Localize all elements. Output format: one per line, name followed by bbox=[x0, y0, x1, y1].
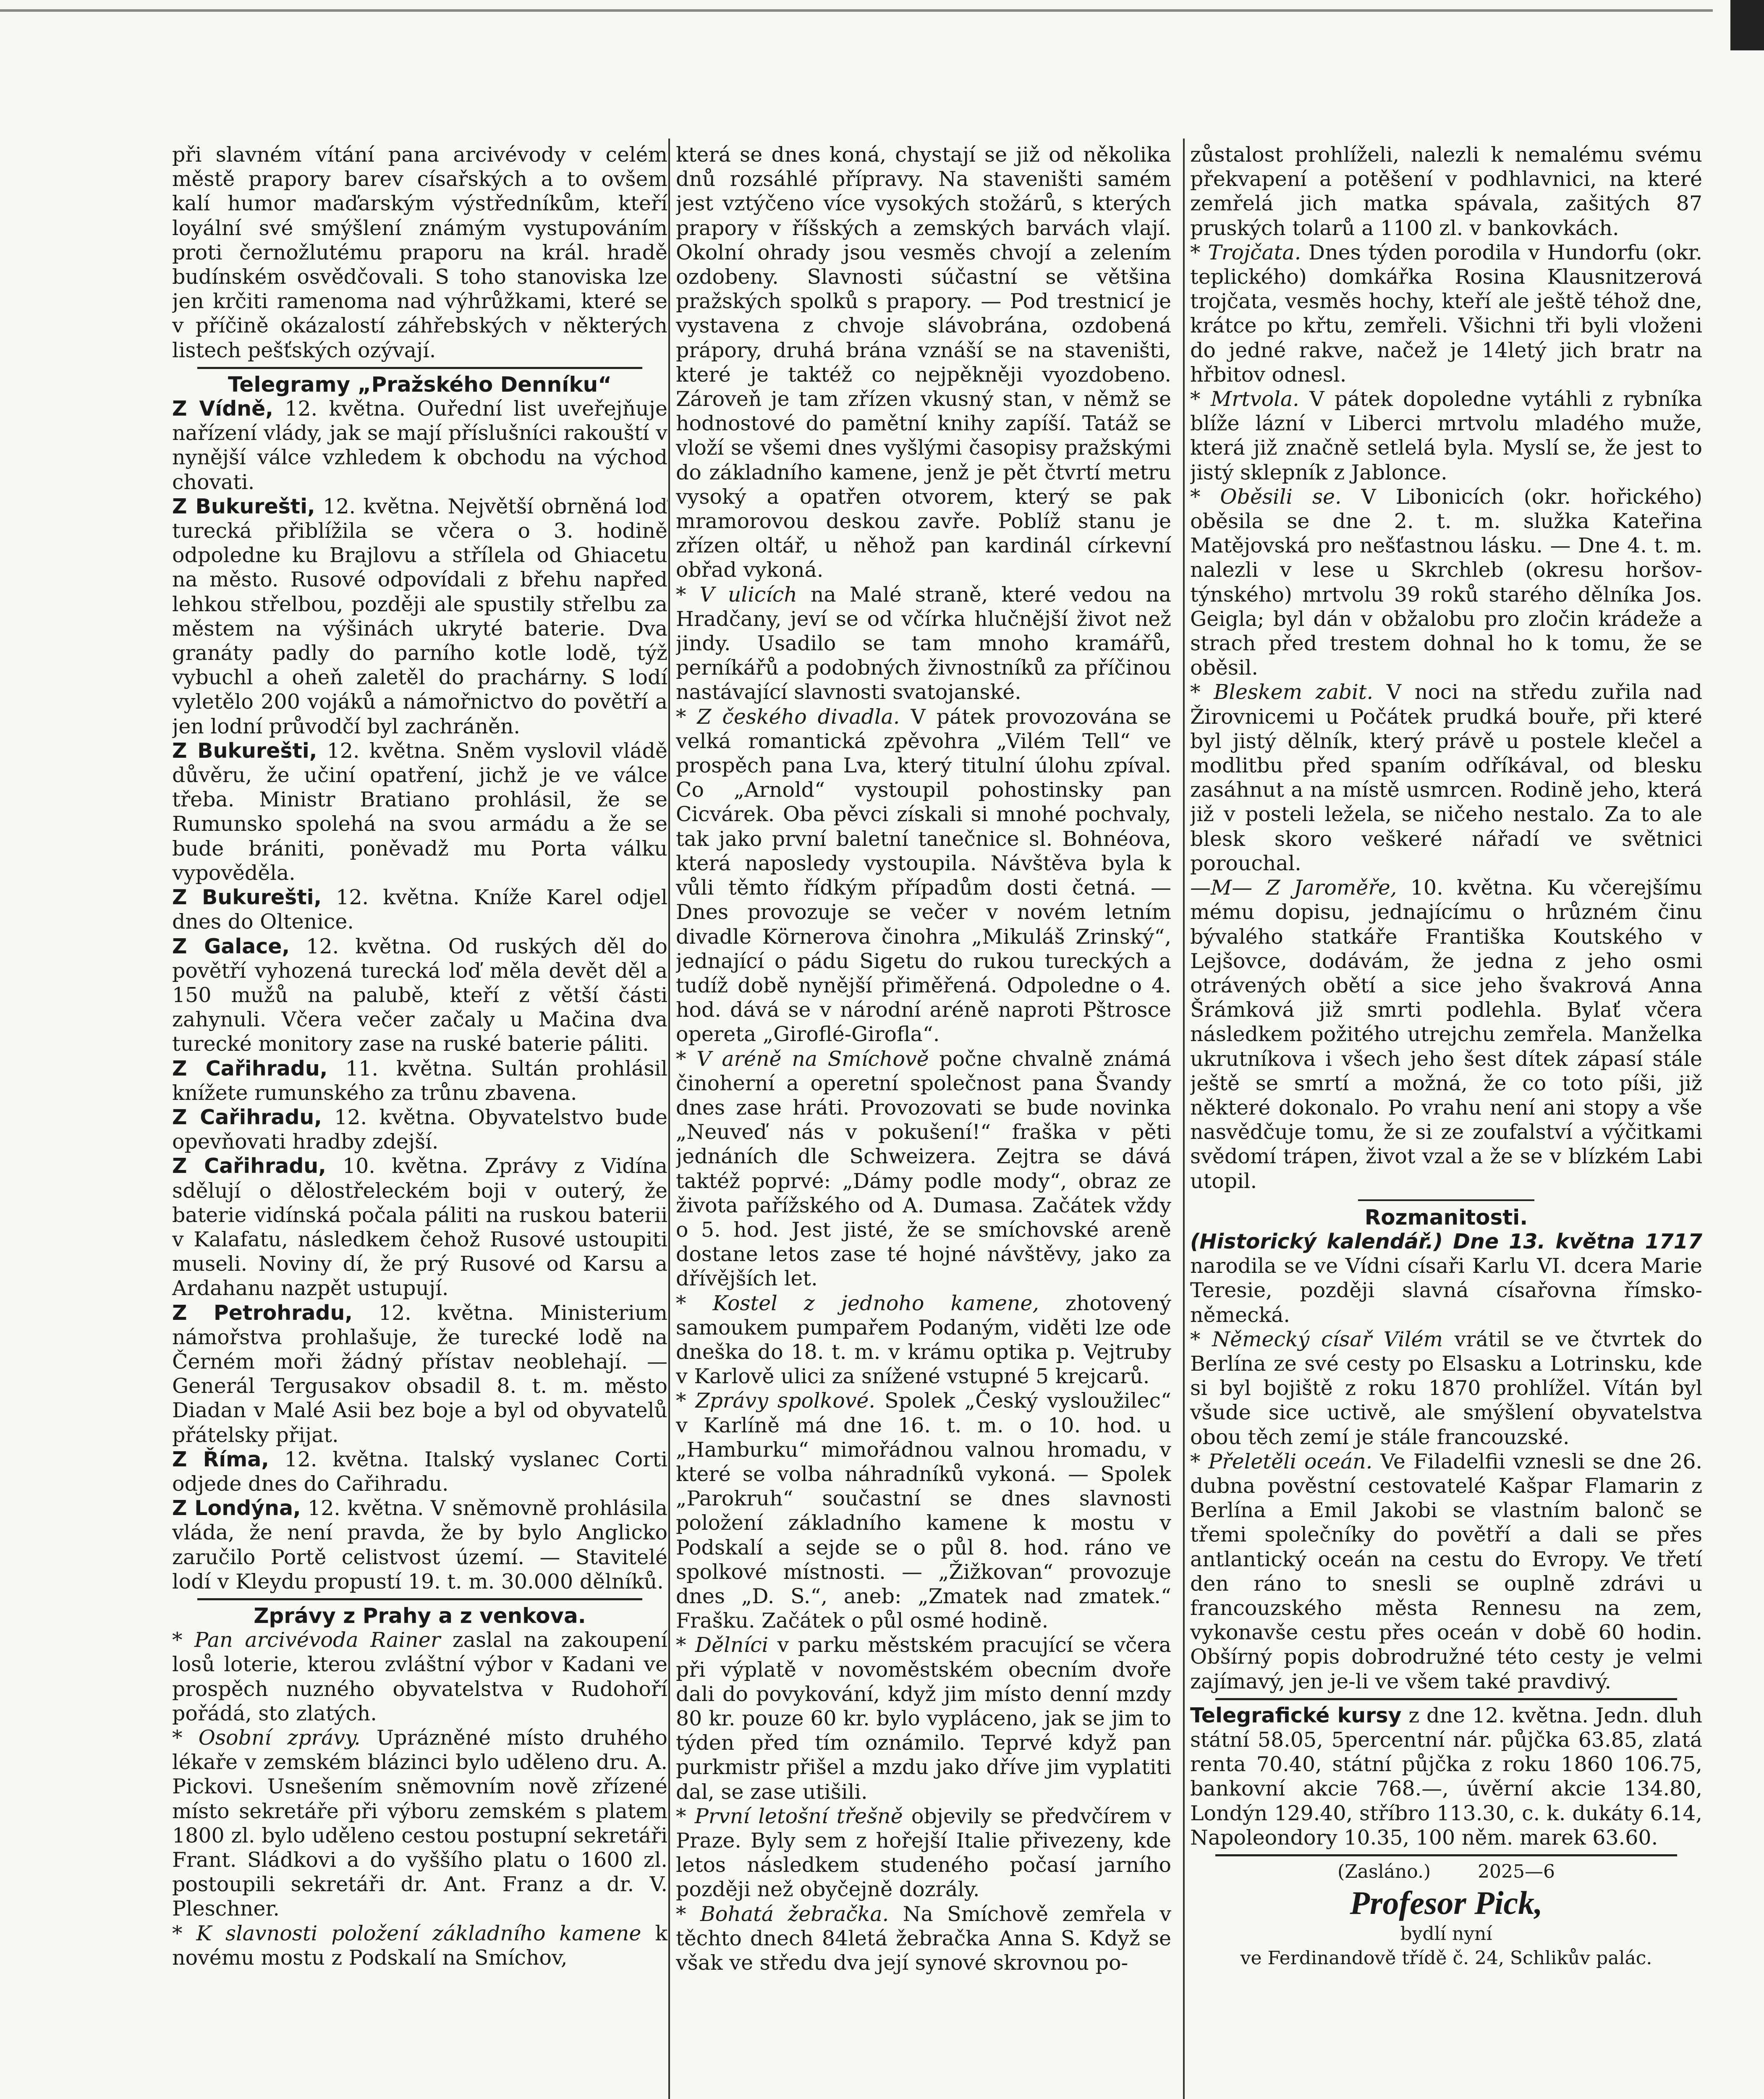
exchange-rates bbox=[1190, 1704, 1702, 1850]
news-item bbox=[1190, 485, 1702, 680]
exchange-date: z dne 12. května. bbox=[1408, 1703, 1589, 1727]
news-title: * K slavnosti položení základního kamene bbox=[172, 1921, 641, 1945]
paragraph: která se dnes koná, chystají se již od několika dnů rozsáhlé přípravy. Na staveništi samém jest vztýčeno více vysokých stožárů, s kterých prapory v říšských a zemských barvách vlají. Okolní ohrady jsou vesměs chvojí a zelením ozdobeny. Slavnosti súčastní se většina pražských spolků s prapory. — Pod trestnicí je vystavena z chvoje slávobrána, ozdobená prápory, druhá brána vznáší se na staveništi, které je taktéž co nejpěkněji vyozdobeno. Zároveň je tam zřízen vkusný stan, v němž se hodnostové do pamětní knihy zapíší. Tatáž se vloží se všemi dnes vyšlými časopisy pražskými do základního kamene, jenž je pět čtvrtí metru vysoký a opatřen otvorem, který se pak mramorovou deskou zavře. Poblíž stanu je zřízen oltář, u něhož pan kardinál církevní obřad vykoná. bbox=[676, 143, 1171, 582]
news-title: * Dělníci bbox=[676, 1633, 769, 1657]
section-heading: Zprávy z Prahy a z venkova. bbox=[254, 1603, 586, 1628]
news-title: * Z českého divadla. bbox=[676, 704, 900, 729]
dateline: Z Londýna, bbox=[172, 1496, 301, 1521]
news-title: * Bleskem zabit. bbox=[1190, 680, 1374, 704]
dateline: Z Petrohradu, bbox=[172, 1301, 353, 1325]
dateline: Z Cařihradu, bbox=[172, 1154, 326, 1178]
telegram-item bbox=[172, 1105, 667, 1154]
news-title: —M— Z Jaroměře, bbox=[1190, 876, 1397, 900]
news-item bbox=[676, 583, 1171, 705]
telegram-item bbox=[172, 1154, 667, 1301]
news-item bbox=[172, 1628, 667, 1726]
dateline: Z Bukurešti, bbox=[172, 494, 315, 518]
news-item bbox=[1190, 680, 1702, 876]
news-item bbox=[1190, 1230, 1702, 1327]
news-item bbox=[1190, 1450, 1702, 1694]
scan-edge bbox=[1730, 0, 1764, 50]
news-item bbox=[676, 705, 1171, 1047]
dateline: Z Bukurešti, bbox=[172, 738, 317, 763]
advert-name: Profesor Pick, bbox=[1350, 1884, 1543, 1921]
news-title: * Zprávy spolkové. bbox=[676, 1389, 875, 1413]
paragraph: zůstalost prohlíželi, nalezli k nemalému svému překvapení a potěšení v podhlavnici, na které zemřelá jich matka spávala, zašitých 87 pruských tolarů a 1100 zl. v bankovkách. bbox=[1190, 143, 1702, 240]
news-title: * Mrtvola. bbox=[1190, 387, 1299, 411]
news-item bbox=[1190, 241, 1702, 387]
telegram-text: 12. května. Obyvatelstvo bude opevňovati hradby zdejší. bbox=[172, 1105, 667, 1154]
advert-label: (Zasláno.) bbox=[1337, 1861, 1431, 1883]
telegram-item bbox=[172, 1496, 667, 1594]
news-item bbox=[676, 1389, 1171, 1633]
section-rule bbox=[1215, 1698, 1677, 1700]
news-title: * Trojčata. bbox=[1190, 240, 1301, 264]
section-heading: Rozmanitosti. bbox=[1364, 1205, 1528, 1230]
telegram-text: 12. května. Italský vyslanec Corti odjede dnes do Cařihradu. bbox=[172, 1447, 667, 1496]
news-item bbox=[172, 1726, 667, 1921]
dateline: Z Cařihradu, bbox=[172, 1056, 328, 1081]
advert-address: ve Ferdinandově třídě č. 24, Schlikův palác. bbox=[1240, 1947, 1652, 1969]
news-title: * Oběsili se. bbox=[1190, 484, 1342, 509]
exchange-title: Telegrafické kursy bbox=[1190, 1703, 1402, 1727]
section-rule bbox=[1215, 1854, 1677, 1856]
telegram-text: 12. května. Od ruských děl do povětří vyhozená turecká loď měla devět děl a 150 mužů na palubě, kteří z větší části zahynuli. Včera večer začaly u Mačina dva turecké monitory zase na ruské baterie páliti. bbox=[172, 934, 667, 1056]
telegram-text: 12. května. Největší obrněná loď turecká přiblížila se včera o 3. hodině odpoledne ku Brajlovu a střílela od Ghiacetu na město. Rusové odpovídali z břehu napřed lehkou střelbou, později ale spustily střelbu za městem na výšinách ukryté baterie. Dva granáty padly do parního kotle lodě, týž vybuchl a oheň zaletěl do prachárny. S lodí vyletělo 200 vojáků a námořnictvo do povětří a jen lodní průvodčí byl zachráněn. bbox=[172, 494, 667, 738]
news-item bbox=[172, 1921, 667, 1970]
column-divider bbox=[1183, 139, 1185, 2099]
news-item bbox=[676, 1047, 1171, 1291]
news-title: * Německý císař Vilém bbox=[1190, 1327, 1443, 1351]
telegram-text: 12. května. Ouřední list uveřejňuje nařízení vlády, jak se mají příslušníci rakouští v nynější válce vzhledem k obchodu na východ chovati. bbox=[172, 397, 667, 494]
news-text: zaslal na zakoupení losů loterie, kterou zvláštní výbor v Kadani ve prospěch nuzného obyvatelstva v Rudohoří pořádá, sto zlatých. bbox=[172, 1628, 667, 1725]
column-2 bbox=[676, 143, 1171, 2099]
news-title: * Kostel z jednoho kamene, bbox=[676, 1291, 1039, 1315]
telegram-item bbox=[172, 739, 667, 885]
news-item bbox=[676, 1291, 1171, 1389]
telegram-item bbox=[172, 1301, 667, 1447]
news-title: * Osobní zprávy. bbox=[172, 1726, 361, 1750]
telegram-text: 11. května. Sultán prohlásil knížete rumunského za trůnu zbavena. bbox=[172, 1056, 667, 1105]
news-text: vrátil se ve čtvrtek do Berlína ze své cesty po Elsasku a Lotrinsku, kde si byl bojiště z roku 1870 prohlížel. Vítán byl všude sice uctivě, ale smýšlení obyvatelstva obou těch zemí je stále francouzské. bbox=[1190, 1327, 1702, 1449]
telegram-text: 12. května. Sněm vyslovil vládě důvěru, že učiní opatření, jichž je ve válce třeba. Ministr Bratiano prohlásil, že se Rumunsko spolehá na svou armádu a že se bude brániti, poněvadž mu Porta válku vypověděla. bbox=[172, 738, 667, 885]
section-heading: Telegramy „Pražského Denníku“ bbox=[228, 372, 612, 397]
news-item bbox=[676, 1633, 1171, 1804]
news-title: * V aréně na Smíchově bbox=[676, 1047, 929, 1071]
dateline: Z Cařihradu, bbox=[172, 1105, 322, 1129]
telegram-text: 12. května. V sněmovně prohlásila vláda, že není pravda, že by bylo Anglicko zaručilo Portě celistvost území. — Stavitelé lodí v Kleydu propustí 19. t. m. 30.000 dělníků. bbox=[172, 1496, 667, 1594]
exchange-text: Jedn. dluh státní 58.05, 5percentní nár. půjčka 63.85, zlatá renta 70.40, státní půjčka z roku 1860 106.75, bankovní akcie 768.—, úvěrní akcie 134.80, Londýn 129.40, stříbro 113.30, c. k. dukáty 6.14, Napoleondory 10.35, 100 něm. marek 63.60. bbox=[1190, 1703, 1702, 1850]
news-text: Uprázněné místo druhého lékaře v zemském blázinci bylo uděleno dru. A. Pickovi. Usnešením sněmovním nově zřízené místo sekretáře při výboru zemském s platem 1800 zl. bylo uděleno cestou postupní sekretáři Frant. Sládkovi a do vyššího platu o 1600 zl. postoupili sekretáři dr. Ant. Franz a dr. V. Pleschner. bbox=[172, 1726, 667, 1921]
news-text: V pátek provozována se velká romantická zpěvohra „Vilém Tell“ ve prospěch pana Lva, který titulní úlohu zpíval. Co „Arnold“ vystoupil pohostinsky pan Cicvárek. Oba pěvci získali si mnohé pochvaly, tak jako první baletní tanečnice sl. Bohnéova, která naposledy vystoupila. Návštěva byla k vůli těmto řídkým případům dosti četná. — Dnes provozuje se večer v novém letním divadle Körnerova činohra „Mikuláš Zrinský“, jednající o pádu Sigetu do rukou tureckých a tudíž době nynější přiměřená. Odpoledne o 4. hod. dává se v národní aréně naproti Pštrosce opereta „Giroflé-Girofla“. bbox=[676, 704, 1171, 1047]
telegram-text: 12. května. Ministerium námořstva prohlašuje, že turecké lodě na Černém moři žádný přístav neoblehají. — Generál Tergusakov obsadil 8. t. m. město Diadan v Malé Asii bez boje a byl od obyvatelů přátelsky přijat. bbox=[172, 1301, 667, 1447]
news-text: k novému mostu z Podskalí na Smíchov, bbox=[172, 1921, 667, 1970]
column-3 bbox=[1190, 143, 1702, 2099]
news-item bbox=[676, 1902, 1171, 1976]
telegram-item bbox=[172, 1447, 667, 1496]
news-text: počne chvalně známá činoherní a operetní společnost pana Švandy dnes zase hráti. Provozovati se bude novinka „Neuveď nás v pokušení!“ fraška v pěti jednáních dle Schweizera. Zejtra se dává taktéž poprvé: „Dámy podle mody“, obraz ze života pařížského od A. Dumasa. Začátek vždy o 5. hod. Jest jisté, že se smíchovské areně dostane letos zase té hojné návštěvy, jako za dřívějších let. bbox=[676, 1047, 1171, 1291]
news-text: narodila se ve Vídni císaři Karlu VI. dcera Marie Teresie, později slavná císařovna římsko-německá. bbox=[1190, 1254, 1702, 1327]
news-title: * Přeletěli oceán. bbox=[1190, 1449, 1373, 1473]
paragraph: při slavném vítání pana arcivévody v celém městě prapory barev císařských a to ovšem kalí humor maďarským výstředníkům, kteří loyální své smýšlení známým vystupováním proti černožlutému praporu na král. hradě budínském osvědčovali. S toho stanoviska lze jen krčiti ramenoma nad výhrůžkami, které se v příčině okázalostí záhřebských v některých listech pešťských ozývají. bbox=[172, 143, 667, 362]
dateline: Z Říma, bbox=[172, 1447, 269, 1471]
news-text: V pátek dopoledne vytáhli z rybníka blíže lázní v Liberci mrtvolu mladého muže, která již značně setlelá byla. Myslí se, že jest to jistý sklepník z Jablonce. bbox=[1190, 387, 1702, 484]
news-text: objevily se předvčírem v Praze. Byly sem z hořejší Italie přivezeny, kde letos následkem studeného počasí jarního později než obyčejně dozrály. bbox=[676, 1804, 1171, 1902]
news-item bbox=[676, 1804, 1171, 1902]
dateline: Z Galace, bbox=[172, 934, 290, 958]
advert-number: 2025—6 bbox=[1477, 1861, 1555, 1883]
advert-header bbox=[1190, 1860, 1702, 1884]
telegram-item bbox=[172, 885, 667, 934]
news-text: zhotovený samoukem pumpařem Podaným, viděti lze ode dneška do 18. t. m. v krámu optika p. Vejtruby v Karlově ulici za snížené vstupné 5 krejcarů. bbox=[676, 1291, 1171, 1389]
news-title: (Historický kalendář.) Dne 13. května 1717 bbox=[1190, 1229, 1702, 1254]
advert-line: bydlí nyní bbox=[1400, 1923, 1492, 1945]
news-title: * První letošní třešně bbox=[676, 1804, 903, 1828]
top-rule bbox=[0, 9, 1713, 12]
news-text: Na Smíchově zemřela v těchto dnech 84letá žebračka Anna S. Když se však ve středu dva její synové skrovnou po- bbox=[676, 1902, 1171, 1975]
news-text: Dnes týden porodila v Hundorfu (okr. teplického) domkářka Rosina Klausnitzerová trojčata, vesměs hochy, kteří ale ještě téhož dne, krátce po křtu, zemřeli. Všichni tři byli vloženi do jedné rakve, načež je 14letý jich bratr na hřbitov odnesl. bbox=[1190, 240, 1702, 387]
telegram-item bbox=[172, 934, 667, 1057]
column-divider bbox=[668, 139, 670, 2099]
news-text: Ve Filadelfii vznesli se dne 26. dubna pověstní cestovatelé Kašpar Flamarin z Berlína a Emil Jakobi se vlastním balonč se třemi společníky do povětří a dali se přes antlantický oceán na cestu do Evropy. Ve třetí den ráno to snesli se ouplně zdrávi u francouzského města Rennesu na zem, vykonavše cestu přes oceán v době 60 hodin. Obšírný popis dobrodružné této cesty je velmi zajímavý, jen je-li ve všem také pravdivý. bbox=[1190, 1449, 1702, 1693]
news-title: * V ulicích bbox=[676, 582, 797, 607]
news-text: V Libonicích (okr. hořického) oběsila se dne 2. t. m. služka Kateřina Matějovská pro nešťastnou lásku. — Dne 4. t. m. nalezli v lese u Skrchleb (okresu horšov-týnského) mrtvolu 39 roků starého dělníka Jos. Geigla; byl dán v obžalobu pro zločin krádeže a strach před trestem dohnal ho k tomu, že se oběsil. bbox=[1190, 484, 1702, 680]
news-text: Spolek „Český vysloužilec“ v Karlíně má dne 16. t. m. o 10. hod. u „Hamburku“ mimořádnou valnou hromadu, v které se volba náhradníků vykoná. — Spolek „Parokruh“ součastní se dnes slavnosti položení základního kamene k mostu v Podskalí a sejde se o půl 8. hod. ráno ve spolkové místnosti. — „Žižkovan“ provozuje dnes „D. S.“, aneb: „Zmatek nad zmatek.“ Frašku. Začátek o půl osmé hodině. bbox=[676, 1389, 1171, 1633]
telegram-item bbox=[172, 397, 667, 495]
telegram-text: 10. května. Zprávy z Vidína sdělují o dělostřeleckém boji v outerý, že baterie vidínská počala páliti na ruskou baterii v Kalafatu, následkem čehož Rusové ustoupiti museli. Noviny dí, že prý Rusové od Karsu a Ardahanu nazpět ustupují. bbox=[172, 1154, 667, 1301]
section-rule bbox=[197, 1598, 642, 1600]
section-rule bbox=[197, 367, 642, 369]
news-text: na Malé straně, které vedou na Hradčany, jeví se od včírka hlučnější život než jindy. Usadilo se tam mnoho kramářů, perníkářů a podobných živnostníků za příčinou nastávající slavnosti svatojanské. bbox=[676, 582, 1171, 704]
telegram-text: 12. května. Kníže Karel odjel dnes do Oltenice. bbox=[172, 885, 667, 934]
news-text: V noci na středu zuřila nad Žirovnicemi u Počátek prudká bouře, při které byl jistý dělník, který právě u postele klečel a modlitbu před spaním odříkával, od blesku zasáhnut a na místě usmrcen. Rodině jeho, která již v posteli ležela, se ničeho nestalo. Za to ale blesk skoro veškeré nářadí ve světnici porouchal. bbox=[1190, 680, 1702, 875]
news-item bbox=[1190, 387, 1702, 485]
section-rule bbox=[1358, 1199, 1534, 1201]
news-item bbox=[1190, 876, 1702, 1193]
news-item bbox=[1190, 1327, 1702, 1450]
telegram-item bbox=[172, 495, 667, 739]
dateline: Z Vídně, bbox=[172, 397, 273, 421]
telegram-item bbox=[172, 1057, 667, 1105]
news-title: * Bohatá žebračka. bbox=[676, 1902, 889, 1926]
column-1 bbox=[172, 143, 667, 2099]
news-title: * Pan arcivévoda Rainer bbox=[172, 1628, 441, 1652]
news-text: 10. května. Ku včerejšímu mému dopisu, jednajícímu o hrůzném činu bývalého statkáře Františka Koutského v Lejšovce, dodávám, že jedna z jeho osmi otrávených obětí a sice jeho švakrová Anna Šrámková již smrti podlehla. Bylať včera následkem požitého utrejchu zemřela. Manželka ukrutníkova i všech jeho šest dítek zápasí stále ještě se smrtí a možná, že co toto píši, již některé dokonalo. Po vrahu není ani stopy a vše nasvědčuje tomu, že si ze zoufalství a výčitkami svědomí trápen, život vzal a že se v blízkém Labi utopil. bbox=[1190, 876, 1702, 1193]
news-text: v parku městském pracující se včera při výplatě v novoměstském obecním dvoře dali do povykování, když jim místo denní mzdy 80 kr. pouze 60 kr. bylo vypláceno, jak se jim to týden před tím oznámilo. Teprvé když pan purkmistr přišel a mzdu jako dříve jim vyplatiti dal, se zase utišili. bbox=[676, 1633, 1171, 1804]
dateline: Z Bukurešti, bbox=[172, 885, 322, 910]
